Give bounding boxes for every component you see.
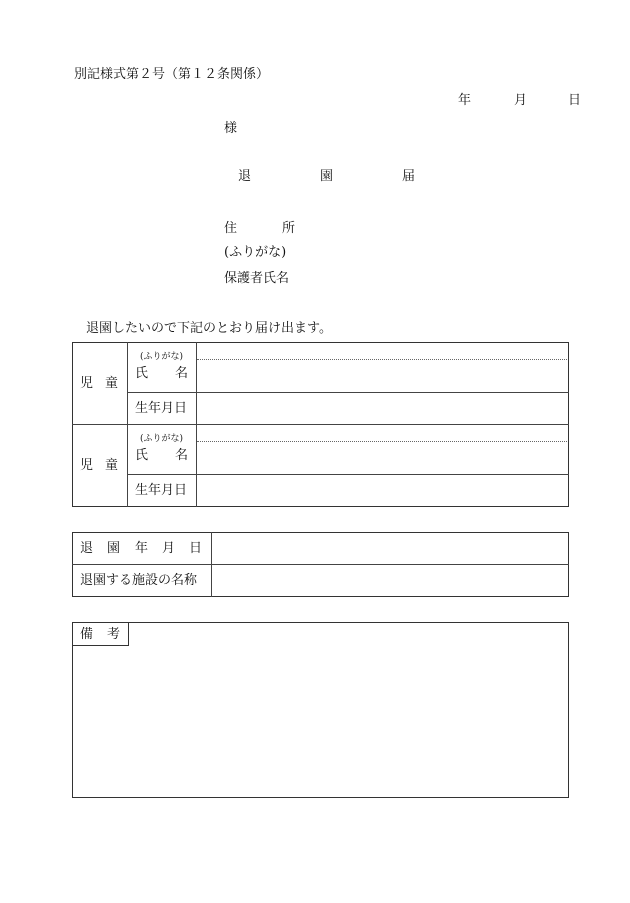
child-1-birthdate-label: 生年月日 — [135, 401, 188, 416]
child-2-furigana-dotted-line — [197, 441, 567, 442]
child-1-name-birth-separator — [127, 392, 569, 393]
child-2-birthdate-label: 生年月日 — [135, 483, 188, 498]
child-2-name-birth-separator — [127, 474, 569, 475]
date-month-label: 月 — [514, 93, 528, 108]
date-year-label: 年 — [458, 93, 472, 108]
title-char-3: 届 — [402, 169, 416, 184]
guardian-name-label: 保護者氏名 — [224, 271, 290, 286]
withdrawal-date-char-5: 日 — [189, 541, 203, 556]
intro-text: 退園したいので下記のとおり届け出ます。 — [86, 321, 332, 336]
children-row-separator — [72, 424, 569, 425]
title-char-2: 園 — [320, 169, 334, 184]
remarks-box — [72, 622, 569, 798]
form-number: 別記様式第２号（第１２条関係） — [74, 67, 270, 82]
child-1-label-char-1: 児 — [80, 376, 94, 391]
withdrawal-date-char-3: 年 — [135, 541, 149, 556]
remarks-label-char-2: 考 — [107, 627, 121, 642]
addressee-suffix: 様 — [224, 121, 238, 136]
child-2-label-char-1: 児 — [80, 458, 94, 473]
child-1-furigana-dotted-line — [197, 359, 567, 360]
withdrawal-row-separator — [72, 564, 569, 565]
address-label-char-2: 所 — [282, 221, 296, 236]
child-2-name-char-2: 名 — [175, 448, 189, 463]
remarks-label-char-1: 備 — [80, 627, 94, 642]
child-2-name-char-1: 氏 — [135, 448, 149, 463]
child-1-name-char-2: 名 — [175, 366, 189, 381]
guardian-furigana-label: (ふりがな) — [224, 245, 287, 260]
withdrawal-date-char-4: 月 — [162, 541, 176, 556]
title-char-1: 退 — [238, 169, 252, 184]
child-1-name-char-1: 氏 — [135, 366, 149, 381]
child-1-furigana-label: (ふりがな) — [140, 352, 184, 362]
withdrawal-date-char-2: 園 — [107, 541, 121, 556]
child-2-furigana-label: (ふりがな) — [140, 434, 184, 444]
child-1-label-char-2: 童 — [105, 376, 119, 391]
child-2-label-char-2: 童 — [105, 458, 119, 473]
withdrawal-date-char-1: 退 — [80, 541, 94, 556]
address-label-char-1: 住 — [224, 221, 238, 236]
date-day-label: 日 — [568, 93, 582, 108]
facility-name-label: 退園する施設の名称 — [80, 573, 198, 588]
